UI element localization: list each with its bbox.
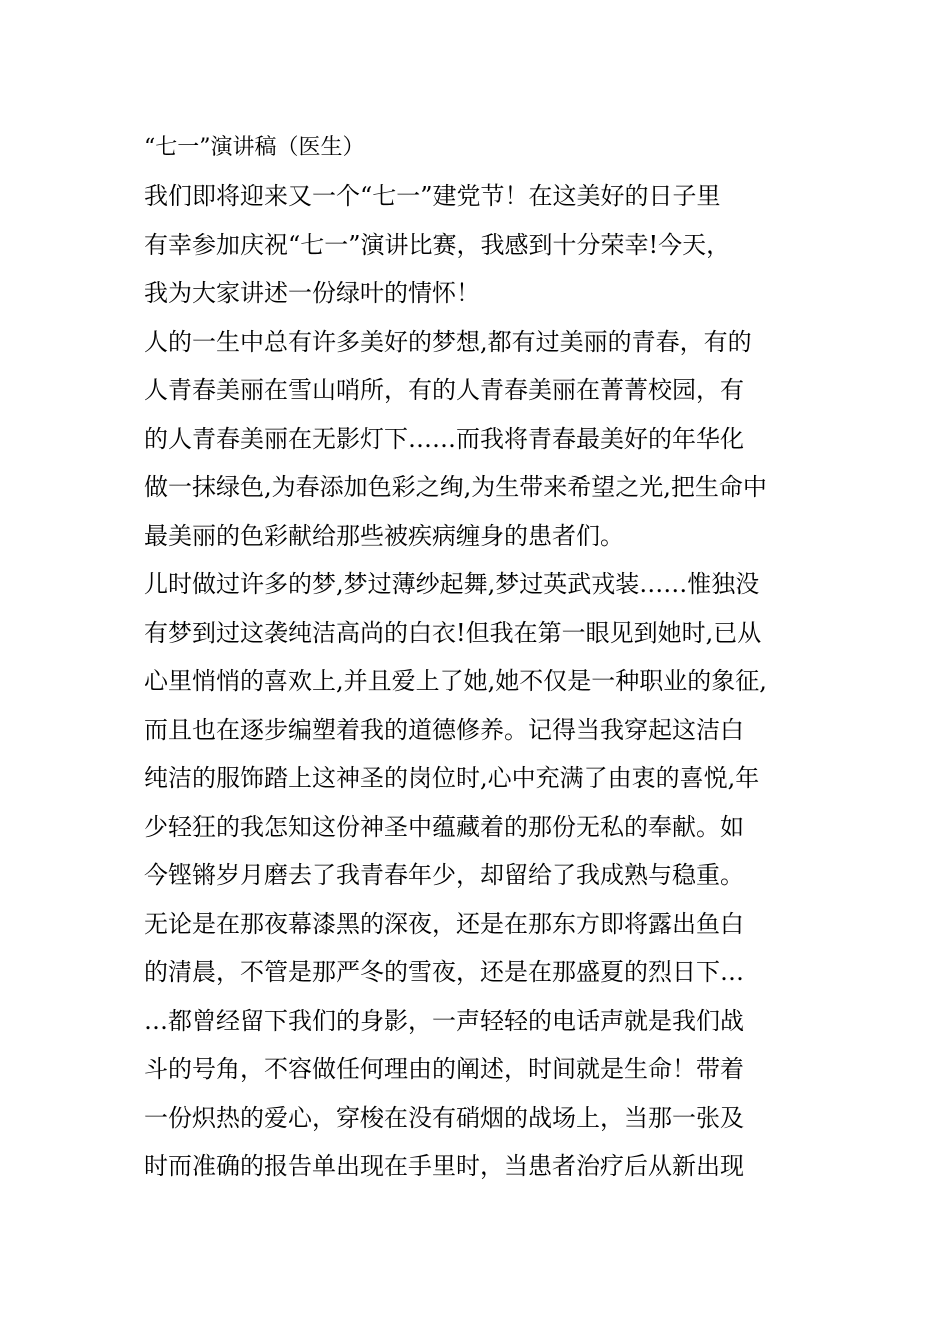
text-line: 时而准确的报告单出现在手里时，当患者治疗后从新出现 bbox=[144, 1152, 744, 1180]
text-line: 一份炽热的爱心，穿梭在没有硝烟的战场上，当那一张及 bbox=[144, 1103, 744, 1132]
text-line: 的人青春美丽在无影灯下……而我将青春最美好的年华化 bbox=[144, 424, 744, 453]
paragraph-2 bbox=[144, 318, 810, 561]
text-line: 纯洁的服饰踏上这神圣的岗位时,心中充满了由衷的喜悦,年 bbox=[144, 764, 760, 792]
paragraph-1 bbox=[144, 172, 810, 318]
text-line: 有幸参加庆祝“七一”演讲比赛，我感到十分荣幸!今天， bbox=[144, 230, 731, 259]
text-line: 有梦到过这袭纯洁高尚的白衣!但我在第一眼见到她时,已从 bbox=[144, 618, 762, 647]
text-line: 无论是在那夜幕漆黑的深夜，还是在那东方即将露出鱼白 bbox=[144, 909, 744, 938]
text-line: 儿时做过许多的梦,梦过薄纱起舞,梦过英武戎装……惟独没 bbox=[144, 570, 760, 598]
text-line: 而且也在逐步编塑着我的道德修养。记得当我穿起这洁白 bbox=[144, 715, 744, 744]
document-body bbox=[144, 124, 810, 1191]
text-line: 最美丽的色彩献给那些被疾病缠身的患者们。 bbox=[144, 521, 624, 550]
text-line: 做一抹绿色,为春添加色彩之绚,为生带来希望之光,把生命中 bbox=[144, 473, 767, 501]
text-line: …都曾经留下我们的身影，一声轻轻的电话声就是我们战 bbox=[144, 1006, 744, 1035]
text-line: 我为大家讲述一份绿叶的情怀！ bbox=[144, 279, 480, 307]
paragraph-4 bbox=[144, 900, 810, 1191]
text-line: 人青春美丽在雪山哨所，有的人青春美丽在菁菁校园，有 bbox=[144, 376, 744, 404]
document-title: “七一”演讲稿（医生） bbox=[144, 135, 365, 160]
text-line: 斗的号角，不容做任何理由的阐述，时间就是生命！带着 bbox=[144, 1055, 744, 1083]
text-line: 的清晨，不管是那严冬的雪夜，还是在那盛夏的烈日下… bbox=[144, 958, 744, 986]
text-line: 心里悄悄的喜欢上,并且爱上了她,她不仅是一种职业的象征, bbox=[144, 667, 767, 695]
text-line: 我们即将迎来又一个“七一”建党节！在这美好的日子里 bbox=[144, 182, 721, 210]
text-line: 今铿锵岁月磨去了我青春年少，却留给了我成熟与稳重。 bbox=[144, 861, 744, 889]
paragraph-3 bbox=[144, 560, 810, 900]
text-line: 人的一生中总有许多美好的梦想,都有过美丽的青春，有的 bbox=[144, 327, 752, 356]
text-line: 少轻狂的我怎知这份神圣中蕴藏着的那份无私的奉献。如 bbox=[144, 812, 744, 841]
